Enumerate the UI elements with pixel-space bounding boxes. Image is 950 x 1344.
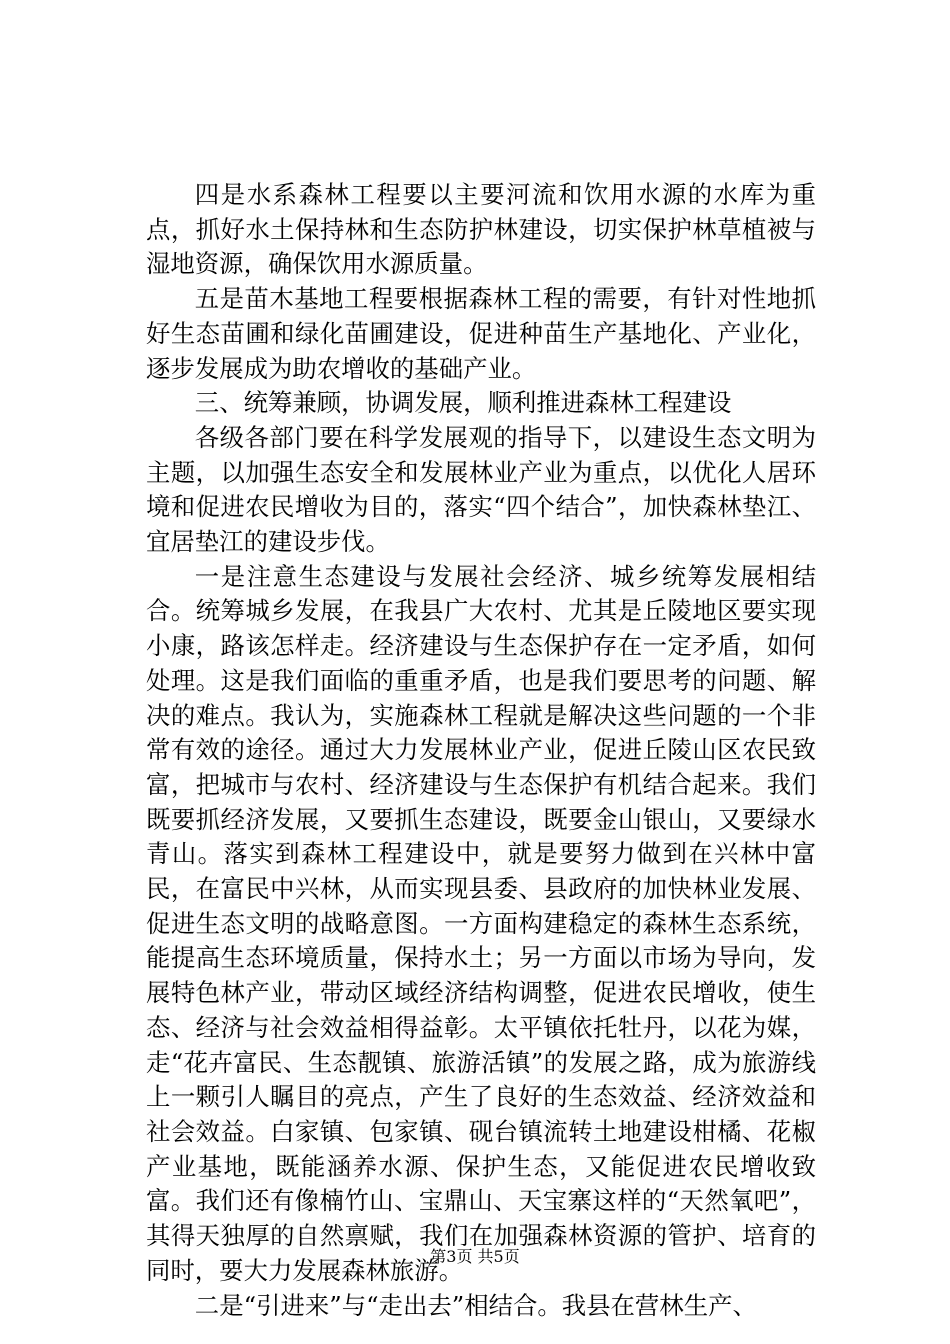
paragraph-nursery-base: 五是苗木基地工程要根据森林工程的需要，有针对性地抓好生态苗圃和绿化苗圃建设，促进种苗生产基地化、产业化，逐步发展成为助农增收的基础产业。	[146, 284, 816, 383]
paragraph-water-forest: 四是水系森林工程要以主要河流和饮用水源的水库为重点，抓好水土保持林和生态防护林建设，切实保护林草植被与湿地资源，确保饮用水源质量。	[146, 180, 816, 279]
paragraph-departments: 各级各部门要在科学发展观的指导下，以建设生态文明为主题，以加强生态安全和发展林业产业为重点，以优化人居环境和促进农民增收为目的，落实“四个结合”，加快森林垫江、宜居垫江的建设步伐。	[146, 422, 816, 557]
paragraph-point-one: 一是注意生态建设与发展社会经济、城乡统筹发展相结合。统筹城乡发展，在我县广大农村、尤其是丘陵地区要实现小康，路该怎样走。经济建设与生态保护存在一定矛盾，如何处理。这是我们面临的重重矛盾，也是我们要思考的问题、解决的难点。我认为，实施森林工程就是解决这些问题的一个非常有效的途径。通过大力发展林业产业，促进丘陵山区农民致富，把城市与农村、经济建设与生态保护有机结合起来。我们既要抓经济发展，又要抓生态建设，既要金山银山，又要绿水青山。落实到森林工程建设中，就是要努力做到在兴林中富民，在富民中兴林，从而实现县委、县政府的加快林业发展、促进生态文明的战略意图。一方面构建稳定的森林生态系统，能提高生态环境质量，保持水土；另一方面以市场为导向，发展特色林产业，带动区域经济结构调整，促进农民增收，使生态、经济与社会效益相得益彰。太平镇依托牡丹，以花为媒，走“花卉富民、生态靓镇、旅游活镇”的发展之路，成为旅游线上一颗引人瞩目的亮点，产生了良好的生态效益、经济效益和社会效益。白家镇、包家镇、砚台镇流转土地建设柑橘、花椒产业基地，既能涵养水源、保护生态，又能促进农民增收致富。我们还有像楠竹山、宝鼎山、天宝寨这样的“天然氧吧”，其得天独厚的自然禀赋，我们在加强森林资源的管护、培育的同时，要大力发展森林旅游。	[146, 561, 816, 1285]
page-footer: 第3页 共5页	[430, 1247, 520, 1266]
paragraph-point-two: 二是“引进来”与“走出去”相结合。我县在营林生产、	[194, 1290, 757, 1320]
section-heading-three: 三、统筹兼顾，协调发展，顺利推进森林工程建设	[194, 388, 732, 418]
document-body	[146, 178, 816, 1323]
